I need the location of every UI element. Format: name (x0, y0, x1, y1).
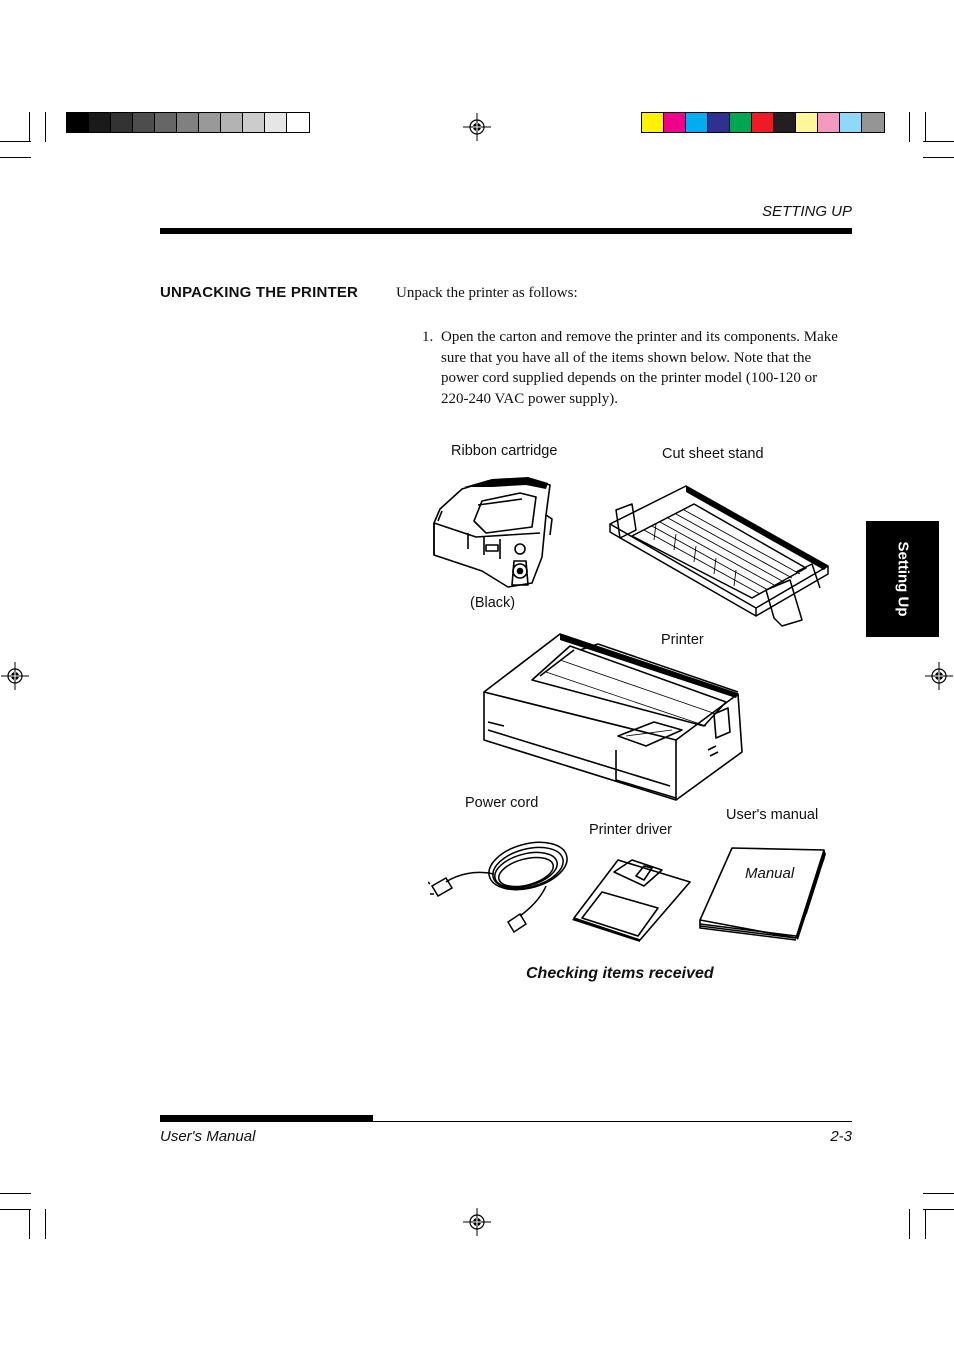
step-item (422, 327, 842, 410)
cut-sheet-stand-icon (606, 480, 830, 628)
crop-mark (0, 1193, 31, 1194)
manual-icon (696, 844, 828, 942)
color-swatch (840, 113, 862, 132)
color-swatch (221, 113, 243, 132)
grayscale-bar (66, 112, 310, 133)
label-cut-sheet-stand: Cut sheet stand (662, 446, 764, 462)
crop-mark (0, 157, 31, 158)
figure-caption: Checking items received (526, 965, 714, 982)
side-tab (866, 521, 939, 637)
color-swatch (664, 113, 686, 132)
printer-icon (480, 630, 752, 802)
color-swatch (642, 113, 664, 132)
floppy-disk-icon (572, 856, 692, 942)
crop-mark (29, 1209, 30, 1239)
color-swatch (708, 113, 730, 132)
ribbon-cartridge-icon (428, 475, 553, 595)
footer-title: User's Manual (160, 1128, 256, 1145)
label-printer: Printer (661, 632, 704, 648)
color-swatch (177, 113, 199, 132)
color-swatch (752, 113, 774, 132)
color-swatch (265, 113, 287, 132)
color-swatch (67, 113, 89, 132)
crop-mark (909, 112, 910, 142)
step-number: 1. (422, 329, 434, 345)
registration-mark-icon (463, 113, 491, 141)
crop-mark (923, 141, 954, 142)
crop-mark (909, 1209, 910, 1239)
crop-mark (923, 157, 954, 158)
crop-mark (923, 1193, 954, 1194)
color-swatch (730, 113, 752, 132)
color-swatch (243, 113, 265, 132)
intro-text: Unpack the printer as follows: (396, 285, 578, 301)
color-swatch (774, 113, 796, 132)
label-printer-driver: Printer driver (589, 822, 672, 838)
footer-rule (160, 1121, 852, 1122)
crop-mark (45, 1209, 46, 1239)
color-swatch (155, 113, 177, 132)
color-swatch (686, 113, 708, 132)
color-swatch (796, 113, 818, 132)
running-head: SETTING UP (761, 203, 852, 220)
color-bar (641, 112, 885, 133)
crop-mark (0, 141, 31, 142)
color-swatch (199, 113, 221, 132)
color-swatch (89, 113, 111, 132)
power-cord-icon (428, 830, 572, 936)
step-text: Open the carton and remove the printer and its components. Make sure that you have all of the items shown below. Note that the power cord supplied depends on the printer model (100-120 or 220-240 VAC power supply). (441, 329, 838, 408)
label-users-manual: User's manual (726, 807, 819, 823)
header-rule (160, 228, 852, 234)
registration-mark-icon (925, 662, 953, 690)
side-tab-label: Setting Up (894, 541, 911, 617)
crop-mark (29, 112, 30, 142)
registration-mark-icon (463, 1208, 491, 1236)
crop-mark (45, 112, 46, 142)
crop-mark (925, 1209, 926, 1239)
page-number: 2-3 (830, 1128, 852, 1145)
color-swatch (862, 113, 884, 132)
section-title: UNPACKING THE PRINTER (160, 284, 359, 301)
color-swatch (133, 113, 155, 132)
color-swatch (111, 113, 133, 132)
manual-cover-text: Manual (745, 865, 795, 882)
color-swatch (287, 113, 309, 132)
color-swatch (818, 113, 840, 132)
label-power-cord: Power cord (465, 795, 539, 811)
crop-mark (0, 1209, 31, 1210)
crop-mark (923, 1209, 954, 1210)
crop-mark (925, 112, 926, 142)
label-ribbon-color: (Black) (470, 595, 516, 611)
label-ribbon-cartridge: Ribbon cartridge (451, 443, 558, 459)
registration-mark-icon (1, 662, 29, 690)
